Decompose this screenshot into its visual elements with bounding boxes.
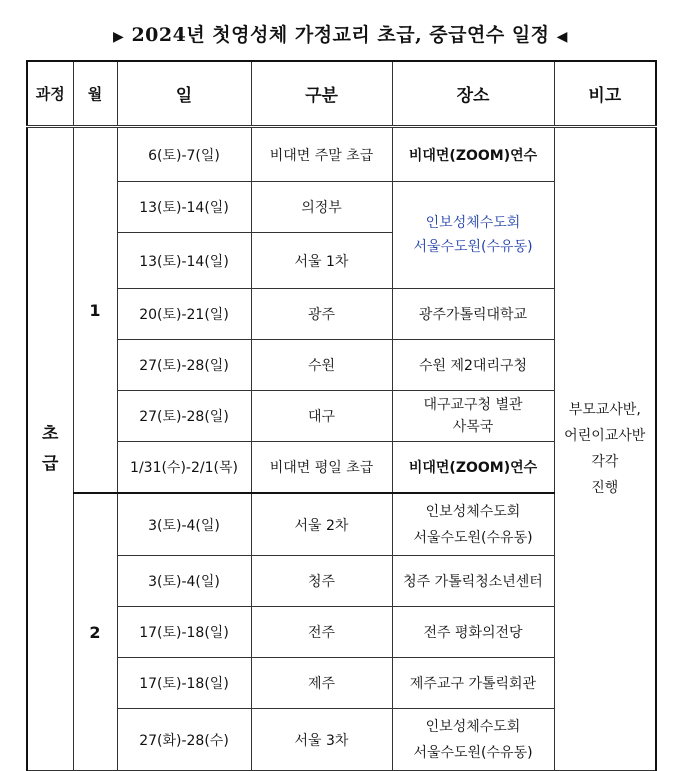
note-line: 각각 — [591, 454, 619, 470]
date-cell: 1/31(수)-2/1(목) — [117, 442, 251, 494]
course-label: 초급 — [42, 424, 59, 474]
header-place: 장소 — [392, 61, 554, 127]
category-cell: 전주 — [251, 607, 392, 658]
header-month: 월 — [73, 61, 117, 127]
place-cell: 수원 제2대리구청 — [392, 340, 554, 391]
date-cell: 27(토)-28(일) — [117, 391, 251, 442]
course-cell — [27, 127, 73, 771]
place-cell: 비대면(ZOOM)연수 — [392, 442, 554, 494]
schedule-table — [26, 60, 657, 771]
note-line: 진행 — [591, 480, 619, 496]
date-cell: 17(토)-18(일) — [117, 658, 251, 709]
schedule-title — [0, 20, 681, 47]
left-triangle-icon: ◀ — [556, 29, 568, 45]
header-category: 구분 — [251, 61, 392, 127]
schedule-title-text: 2024년 첫영성체 가정교리 초급, 중급연수 일정 — [131, 24, 550, 46]
right-triangle-icon: ▶ — [113, 29, 125, 45]
category-cell: 대구 — [251, 391, 392, 442]
place-line: 사목국 — [452, 419, 494, 435]
month-cell-2: 2 — [73, 493, 117, 771]
place-cell: 청주 가톨릭청소년센터 — [392, 556, 554, 607]
place-line: 인보성체수도회 — [425, 718, 521, 735]
place-line: 인보성체수도회 — [425, 215, 521, 231]
date-cell: 3(토)-4(일) — [117, 493, 251, 556]
header-day: 일 — [117, 61, 251, 127]
place-cell — [392, 709, 554, 771]
category-cell: 비대면 주말 초급 — [251, 127, 392, 182]
category-cell: 제주 — [251, 658, 392, 709]
place-line: 서울수도원(수유동) — [413, 744, 533, 761]
date-cell: 3(토)-4(일) — [117, 556, 251, 607]
date-cell: 17(토)-18(일) — [117, 607, 251, 658]
category-cell: 청주 — [251, 556, 392, 607]
place-line: 서울수도원(수유동) — [413, 239, 533, 255]
category-cell: 서울 2차 — [251, 493, 392, 556]
header-course: 과정 — [27, 61, 73, 127]
category-cell: 비대면 평일 초급 — [251, 442, 392, 494]
category-cell: 의정부 — [251, 182, 392, 233]
month-cell-1: 1 — [73, 127, 117, 494]
place-cell: 제주교구 가톨릭회관 — [392, 658, 554, 709]
place-cell — [392, 493, 554, 556]
place-cell: 광주가톨릭대학교 — [392, 289, 554, 340]
date-cell: 20(토)-21(일) — [117, 289, 251, 340]
place-cell: 비대면(ZOOM)연수 — [392, 127, 554, 182]
table-header-row — [27, 61, 656, 127]
date-cell: 27(화)-28(수) — [117, 709, 251, 771]
header-note: 비고 — [554, 61, 656, 127]
date-cell: 13(토)-14(일) — [117, 233, 251, 289]
place-line: 인보성체수도회 — [425, 503, 521, 520]
category-cell: 광주 — [251, 289, 392, 340]
place-cell — [392, 182, 554, 289]
date-cell: 27(토)-28(일) — [117, 340, 251, 391]
note-line: 어린이교사반 — [564, 428, 646, 444]
place-cell — [392, 391, 554, 442]
date-cell: 13(토)-14(일) — [117, 182, 251, 233]
place-line: 대구교구청 별관 — [423, 397, 523, 413]
note-line: 부모교사반, — [568, 402, 641, 418]
table-row — [27, 127, 656, 182]
date-cell: 6(토)-7(일) — [117, 127, 251, 182]
category-cell: 서울 1차 — [251, 233, 392, 289]
place-line: 서울수도원(수유동) — [413, 529, 533, 546]
place-cell: 전주 평화의전당 — [392, 607, 554, 658]
category-cell: 서울 3차 — [251, 709, 392, 771]
note-cell — [554, 127, 656, 771]
category-cell: 수원 — [251, 340, 392, 391]
